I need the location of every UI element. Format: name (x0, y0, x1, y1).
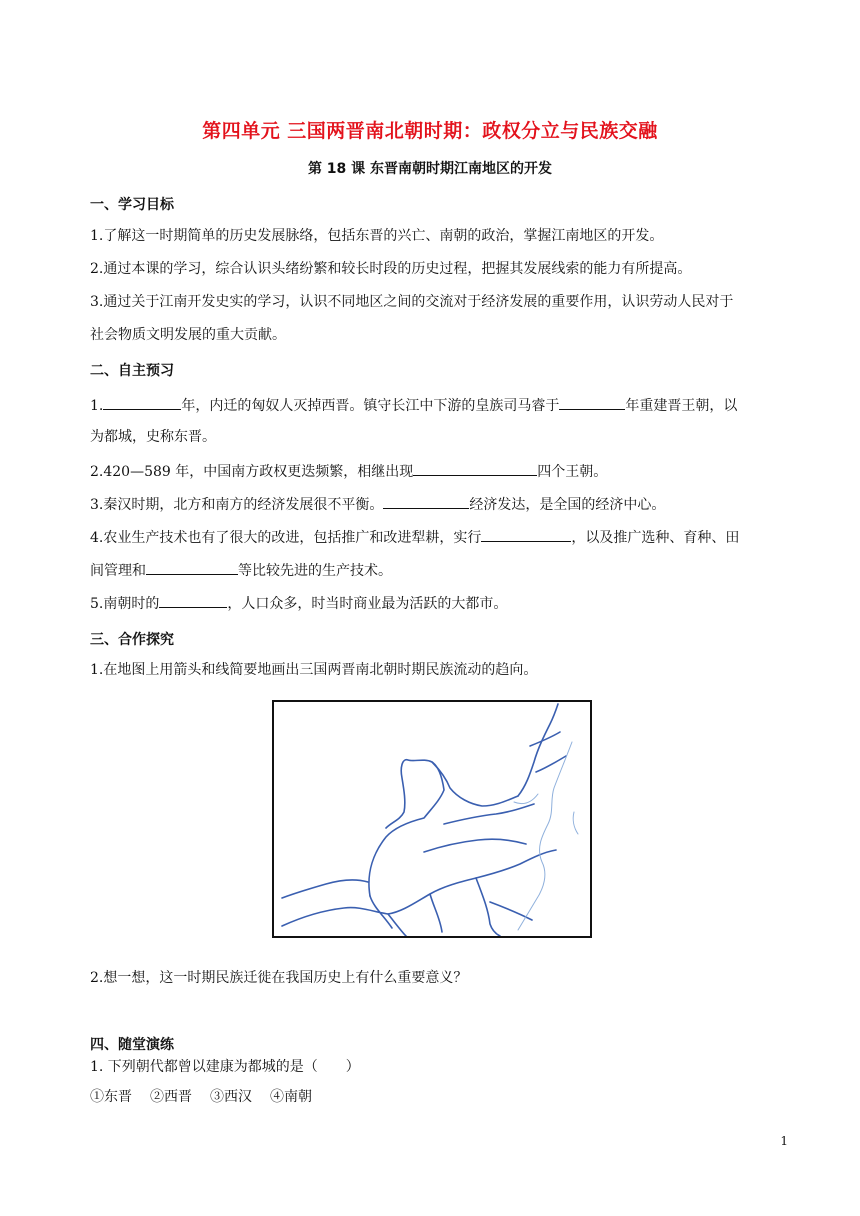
preview-q3-suffix: 经济发达，是全国的经济中心。 (469, 497, 666, 513)
blank-outline-map[interactable] (272, 700, 592, 938)
answer-blank[interactable] (413, 461, 537, 476)
answer-blank[interactable] (481, 527, 571, 542)
answer-blank[interactable] (559, 395, 625, 410)
section-heading-practice: 四、随堂演练 (90, 1037, 174, 1053)
preview-q1 (90, 395, 780, 416)
answer-blank[interactable] (159, 593, 227, 608)
preview-q5-suffix: ，人口众多，时当时商业最为活跃的大都市。 (227, 596, 508, 612)
unit-title: 第四单元 三国两晋南北朝时期：政权分立与民族交融 (202, 120, 658, 142)
answer-blank[interactable] (146, 560, 238, 575)
option-2: ②西晋 (150, 1089, 192, 1105)
preview-q3 (90, 494, 780, 515)
section-heading-preview: 二、自主预习 (90, 363, 174, 379)
page-number: 1 (780, 1134, 788, 1148)
preview-q2-prefix: 2.420—589 年，中国南方政权更迭频繁，相继出现 (90, 464, 414, 480)
explore-q1: 1.在地图上用箭头和线简要地画出三国两晋南北朝时期民族流动的趋向。 (90, 662, 538, 678)
preview-q4 (90, 527, 780, 548)
preview-q4-prefix: 4.农业生产技术也有了很大的改进，包括推广和改进犁耕，实行 (90, 530, 482, 546)
answer-blank[interactable] (383, 494, 469, 509)
option-4: ④南朝 (270, 1089, 312, 1105)
preview-q5 (90, 593, 780, 614)
preview-q4-cont (90, 560, 780, 581)
practice-q1: 1. 下列朝代都曾以建康为都城的是（ ） (90, 1059, 360, 1075)
goal-item-1: 1.了解这一时期简单的历史发展脉络，包括东晋的兴亡、南朝的政治，掌握江南地区的开发。 (90, 228, 664, 244)
preview-q2-suffix: 四个王朝。 (537, 464, 608, 480)
preview-q2 (90, 461, 780, 482)
preview-q3-prefix: 3.秦汉时期，北方和南方的经济发展很不平衡。 (90, 497, 384, 513)
option-3: ③西汉 (210, 1089, 252, 1105)
goal-item-2: 2.通过本课的学习，综合认识头绪纷繁和较长时段的历史过程，把握其发展线索的能力有所提高。 (90, 261, 692, 277)
preview-q5-prefix: 5.南朝时的 (90, 596, 160, 612)
section-heading-explore: 三、合作探究 (90, 632, 174, 648)
river-outline-map (274, 702, 590, 936)
option-1: ①东晋 (90, 1089, 132, 1105)
preview-q1-mid: 年，内迁的匈奴人灭掉西晋。镇守长江中下游的皇族司马睿于 (181, 398, 560, 414)
preview-q4-suffix: ，以及推广选种、育种、田 (571, 530, 740, 546)
section-heading-goals: 一、学习目标 (90, 197, 174, 213)
practice-q1-options (90, 1087, 780, 1107)
preview-q1-suffix: 年重建晋王朝，以 (625, 398, 738, 414)
goal-item-3-cont: 社会物质文明发展的重大贡献。 (90, 327, 286, 343)
preview-q4b-suffix: 等比较先进的生产技术。 (238, 563, 392, 579)
answer-blank[interactable] (103, 395, 181, 410)
lesson-title: 第 18 课 东晋南朝时期江南地区的开发 (307, 161, 553, 177)
preview-q4b-prefix: 间管理和 (90, 563, 146, 579)
preview-q1-cont: 为都城，史称东晋。 (90, 429, 216, 445)
goal-item-3: 3.通过关于江南开发史实的学习，认识不同地区之间的交流对于经济发展的重要作用，认识劳动人民对于 (90, 294, 734, 310)
explore-q2: 2.想一想，这一时期民族迁徙在我国历史上有什么重要意义？ (90, 970, 468, 986)
preview-q1-prefix: 1. (90, 398, 104, 414)
